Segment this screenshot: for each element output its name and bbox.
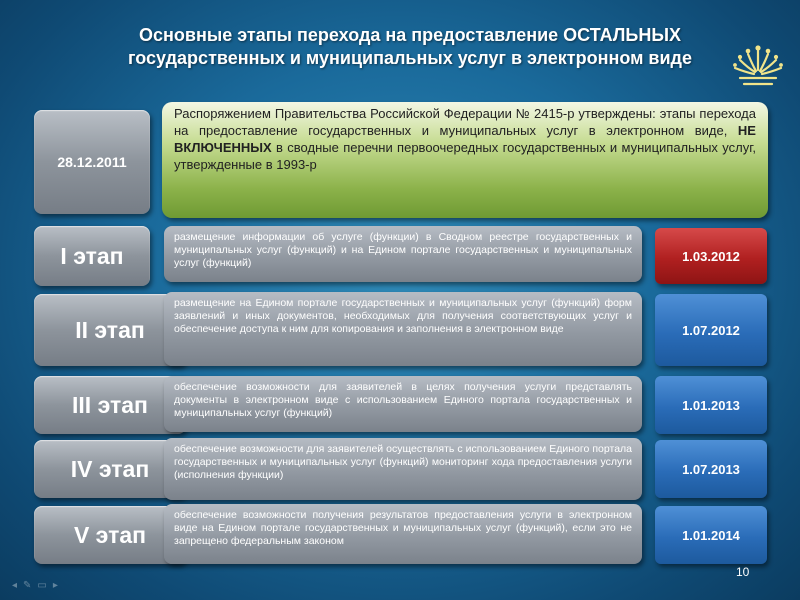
stage-1-label-box [34, 226, 150, 286]
stage-4-description-box [164, 438, 642, 500]
stage-5-description: обеспечение возможности получения результатов предоставления услуги в электронном виде на Едином портале государственных и муниципальных услуг (функций), если это не запрещено федеральным законом [174, 509, 632, 547]
intro-decree-box [162, 102, 768, 218]
intro-text-part2: этапы перехода на предоставление государственных и муниципальных услуг в электронном виде, [174, 106, 756, 138]
stage-5-date-box [655, 506, 767, 564]
stage-1-description-box [164, 226, 642, 282]
stage-3-description: обеспечение возможности для заявителей в целях получения услуги представлять документы в электронном виде с использованием Единого портала государственных и муниципальных услуг (функций) [174, 381, 632, 419]
stage-4-label: IV этап [70, 456, 150, 482]
stage-3-description-box [164, 376, 642, 432]
stage-1-description: размещение информации об услуге (функции) в Сводном реестре государственных и муниципальных услуг (функций) и на Едином портале государственных и муниципальных услуг (функций) [174, 231, 632, 269]
stage-5-description-box [164, 504, 642, 564]
stage-5-label: V этап [73, 522, 147, 548]
emblem-logo-icon [730, 40, 786, 90]
stage-1-date: 1.03.2012 [682, 248, 740, 264]
intro-text-bold: НЕ ВКЛЮЧЕННЫХ [174, 123, 756, 155]
stage-2-date: 1.07.2012 [682, 322, 740, 338]
stage-5-date: 1.01.2014 [682, 527, 740, 543]
stage-2-description-box [164, 292, 642, 366]
intro-date: 28.12.2011 [57, 154, 127, 170]
slide-title [60, 24, 760, 70]
stage-4-description: обеспечение возможности для заявителей осуществлять с использованием Единого портала государственных и муниципальных услуг (функций) мониторинг хода предоставления услуги (исполнения функции) [174, 443, 632, 481]
title-line-1: Основные этапы перехода на предоставление ОСТАЛЬНЫХ [139, 25, 681, 45]
prev-slide-icon[interactable]: ◂ [12, 580, 18, 591]
intro-text-part1: Распоряжением Правительства Российской Федерации № 2415-р утверждены: [174, 106, 656, 121]
stage-1-date-box [655, 228, 767, 284]
next-slide-icon[interactable]: ▸ [52, 580, 58, 591]
slideshow-controls [12, 580, 58, 591]
stage-2-label: II этап [75, 317, 145, 343]
pen-icon[interactable]: ✎ [23, 580, 32, 591]
intro-text-part3: в сводные перечни первоочередных государственных и муниципальных услуг, утвержденные в 1993-р [174, 140, 756, 172]
intro-date-box [34, 110, 150, 214]
stage-3-label: III этап [72, 392, 148, 418]
stage-4-date: 1.07.2013 [682, 461, 740, 477]
page-number: 10 [736, 565, 750, 579]
menu-icon[interactable]: ▭ [37, 580, 47, 591]
stage-3-date: 1.01.2013 [682, 397, 740, 413]
stage-1-label: I этап [60, 243, 124, 269]
stage-4-date-box [655, 440, 767, 498]
stage-2-date-box [655, 294, 767, 366]
stage-2-description: размещение на Едином портале государственных и муниципальных услуг (функций) форм заявлений и иных документов, необходимых для получения соответствующих услуг и обеспечение доступа к ним для копирования и заполнения в электронном виде [174, 297, 632, 335]
title-line-2: государственных и муниципальных услуг в электронном виде [128, 48, 692, 68]
stage-3-date-box [655, 376, 767, 434]
